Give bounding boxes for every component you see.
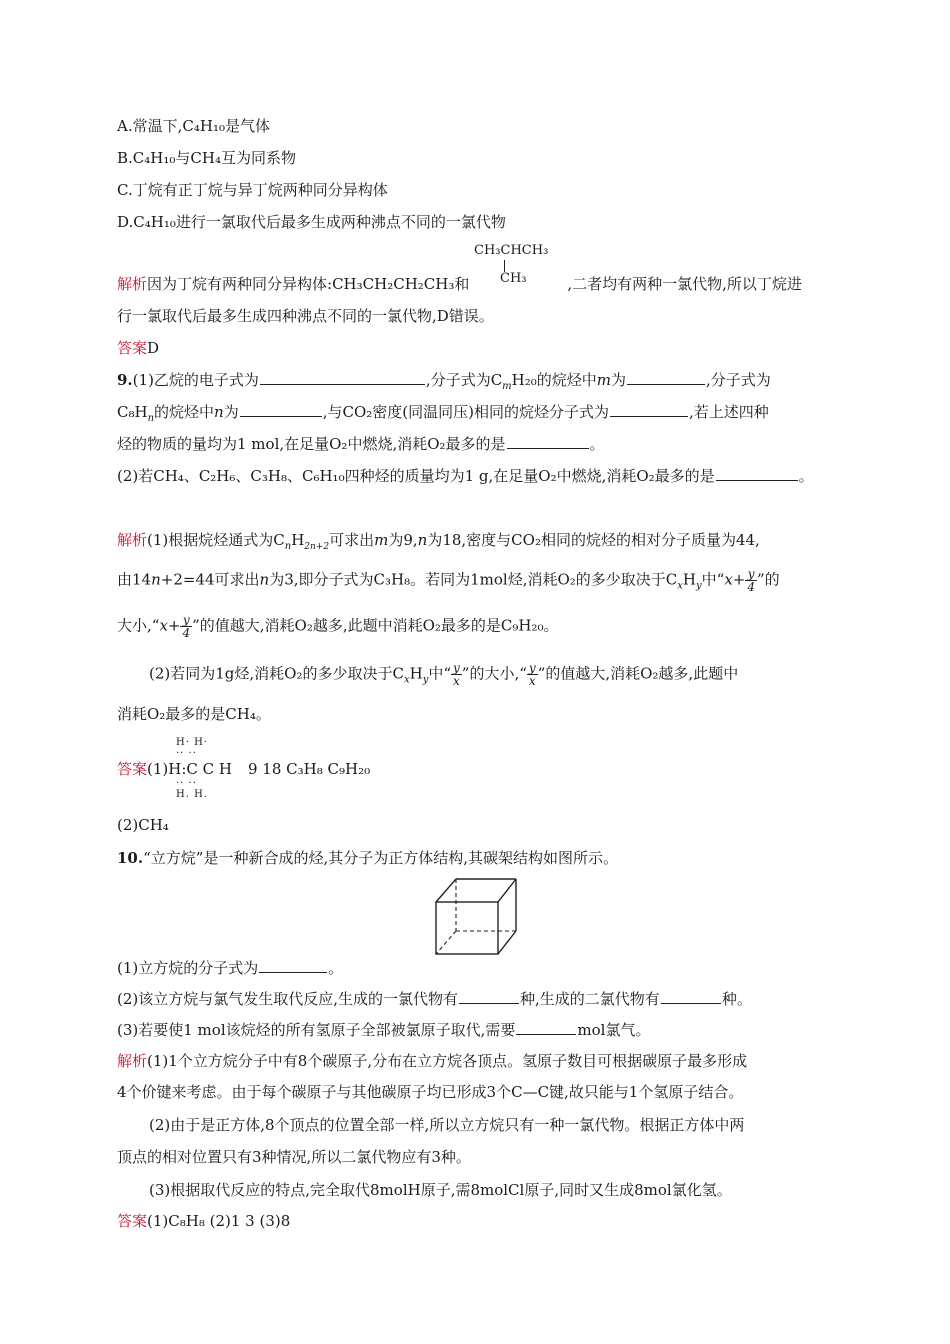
analysis-label: 解析 (117, 275, 148, 293)
question-number: 9. (117, 371, 133, 389)
ethane-lewis-top: H· H· ·· ·· (176, 737, 208, 759)
cube-edge (436, 879, 456, 902)
q10-answer: 答案(1)C₈H₈ (2)1 3 (3)8 (117, 1212, 291, 1230)
analysis-label: 解析 (117, 1052, 148, 1070)
q10-analysis-line3: (2)由于是正方体,8个顶点的位置全部一样,所以立方烷只有一种一氯代物。根据正方体中两 (149, 1116, 745, 1134)
question-number: 10. (117, 849, 144, 867)
option-d: D.C₄H₁₀进行一氯取代后最多生成两种沸点不同的一氯代物 (117, 213, 506, 231)
option-c: C.丁烷有正丁烷与异丁烷两种同分异构体 (117, 181, 388, 199)
fraction-y-over-4: $\frac{y}{4}$ (747, 567, 756, 594)
answer-label: 答案 (117, 760, 148, 778)
answer-blank (627, 370, 705, 385)
ethane-lewis-structure: H:C C H (168, 760, 232, 778)
cube-edge (498, 931, 516, 954)
fraction-y-over-4: $\frac{y}{4}$ (182, 613, 191, 640)
q10-sub1: (1)立方烷的分子式为 。 (117, 959, 344, 977)
q10-analysis-line1: 解析(1)1个立方烷分子中有8个碳原子,分布在立方烷各顶点。氢原子数目可根据碳原子最多形成 (117, 1052, 748, 1070)
q9-analysis-line2: 由14n+2=44可求出n为3,即分子式为C₃H₈。若同为1mol烃,消耗O₂的多少取决于$C_xH_y$中“x+ $\frac{y}{4}$ ”的 (117, 567, 780, 594)
analysis-label: 解析 (117, 531, 148, 549)
cube-edge (498, 879, 516, 902)
answer-blank (260, 370, 425, 385)
fraction-y-over-x: $\frac{y}{x}$ (528, 661, 536, 688)
q10-analysis-line2: 4个价键来考虑。由于每个碳原子与其他碳原子均已形成3个C—C键,故只能与1个氢原子结合。 (117, 1083, 744, 1101)
ethane-lewis-bottom: ·· ·· H. H. (176, 778, 208, 800)
q8-answer: 答案D (117, 339, 160, 357)
q9-line1: 9.(1)乙烷的电子式为 ,分子式为$C_mH_{20}$的烷烃中m为 ,分子式为 (117, 371, 771, 392)
answer-blank (716, 466, 798, 481)
cube-diagram (432, 875, 520, 957)
cube-front-face (436, 902, 498, 954)
option-a: A.常温下,C₄H₁₀是气体 (117, 117, 270, 135)
q10-sub2: (2)该立方烷与氯气发生取代反应,生成的一氯代物有 种,生成的二氯代物有 种。 (117, 990, 752, 1008)
q10-analysis-line4: 顶点的相对位置只有3种情况,所以二氯代物应有3种。 (117, 1148, 471, 1166)
isobutane-branch: CH₃ (500, 271, 527, 286)
answer-blank (259, 958, 327, 973)
answer-blank (516, 1020, 576, 1035)
answer-label: 答案 (117, 339, 148, 357)
q8-analysis-line1: 解析因为丁烷有两种同分异构体:CH₃CH₂CH₂CH₃和 ,二者均有两种一氯代物,所以丁烷进 (117, 275, 802, 293)
isobutane-main-chain: CH₃CHCH₃ (474, 243, 549, 258)
answer-blank (240, 402, 322, 417)
q9-analysis-line3: 大小,“x+ $\frac{y}{4}$ ”的值越大,消耗O₂越多,此题中消耗O₂最多的是C₉H₂₀。 (117, 613, 559, 640)
q10-analysis-line5: (3)根据取代反应的特点,完全取代8molH原子,需8molCl原子,同时又生成8mol氯化氢。 (149, 1181, 732, 1199)
q9-line2: $C_8H_n$的烷烃中n为 ,与CO₂密度(同温同压)相同的烷烃分子式为 ,若上述四种 (117, 403, 769, 424)
option-b: B.C₄H₁₀与CH₄互为同系物 (117, 149, 296, 167)
q9-answer-line1: 答案(1)H:C C H 9 18 C₃H₈ C₉H₂₀ (117, 760, 371, 778)
answer-blank (459, 989, 519, 1004)
answer-blank (610, 402, 688, 417)
q9-analysis-line5: 消耗O₂最多的是CH₄。 (117, 705, 271, 723)
q9-line4: (2)若CH₄、C₂H₆、C₃H₈、C₆H₁₀四种烃的质量均为1 g,在足量O₂中燃烧,消耗O₂最多的是 。 (117, 467, 814, 485)
q10-stem: 10.“立方烷”是一种新合成的烃,其分子为正方体结构,其碳架结构如图所示。 (117, 849, 618, 867)
answer-blank (661, 989, 721, 1004)
q9-answer-line2: (2)CH₄ (117, 816, 169, 834)
isobutane-structure (474, 243, 549, 286)
cube-hidden-edge (436, 931, 456, 954)
fraction-y-over-x: $\frac{y}{x}$ (453, 661, 460, 688)
q9-analysis-line1: 解析(1)根据烷烃通式为$C_nH_{2n+2}$可求出m为9,n为18,密度与CO₂相同的烷烃的相对分子质量为44, (117, 531, 760, 552)
q9-analysis-line4: (2)若同为1g烃,消耗O₂的多少取决于$C_xH_y$中“ $\frac{y}{x}$ ”的大小,“ $\frac{y}{x}$ ”的值越大,消耗O₂越多,此题中 (149, 661, 739, 688)
answer-blank (507, 434, 589, 449)
q8-analysis-line2: 行一氯取代后最多生成四种沸点不同的一氯代物,D错误。 (117, 307, 494, 325)
q9-line3: 烃的物质的量均为1 mol,在足量O₂中燃烧,消耗O₂最多的是 。 (117, 435, 605, 453)
answer-label: 答案 (117, 1212, 148, 1230)
q10-sub3: (3)若要使1 mol该烷烃的所有氢原子全部被氯原子取代,需要 mol氯气。 (117, 1021, 651, 1039)
